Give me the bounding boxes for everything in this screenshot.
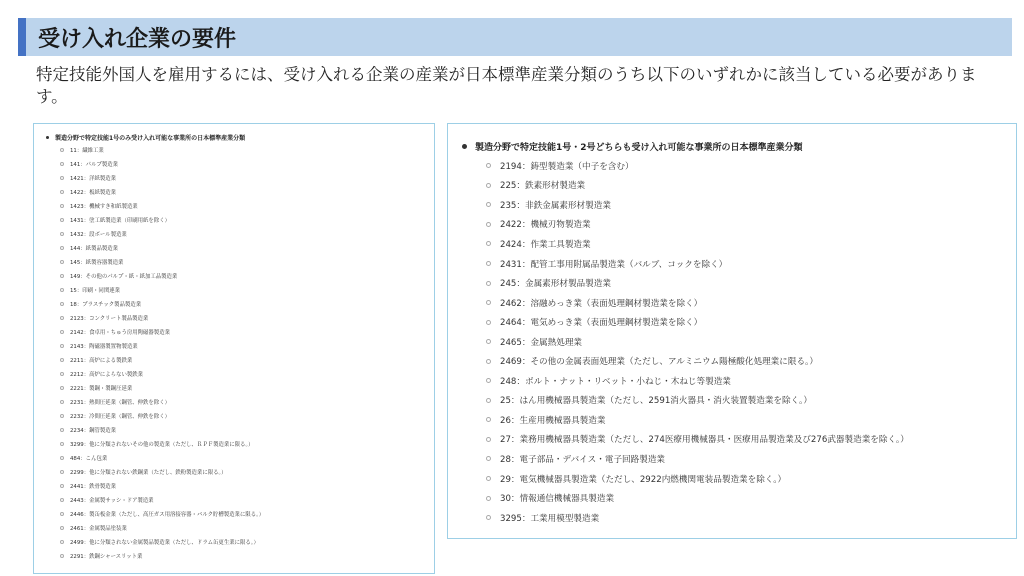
circle-bullet-icon (60, 330, 64, 334)
list-item-text: 484：こん包業 (70, 456, 108, 462)
circle-bullet-icon (486, 359, 491, 364)
panel-tokutei-1-and-2 (447, 123, 1017, 539)
list-item (60, 409, 434, 423)
circle-bullet-icon (486, 320, 491, 325)
circle-bullet-icon (60, 162, 64, 166)
list-item (60, 353, 434, 367)
bullet-icon (462, 144, 467, 149)
circle-bullet-icon (486, 417, 491, 422)
list-item (486, 273, 1016, 293)
circle-bullet-icon (60, 260, 64, 264)
list-item (486, 176, 1016, 196)
circle-bullet-icon (60, 414, 64, 418)
list-item (60, 549, 434, 563)
list-item (60, 297, 434, 311)
title-bar (18, 18, 1012, 56)
list-item-text: 2211：高炉による製鉄業 (70, 358, 133, 364)
list-item (60, 493, 434, 507)
circle-bullet-icon (60, 148, 64, 152)
list-item (60, 465, 434, 479)
list-item (486, 332, 1016, 352)
list-item (60, 339, 434, 353)
list-item-text: 2194：鋳型製造業（中子を含む） (500, 161, 634, 172)
circle-bullet-icon (60, 456, 64, 460)
list-item-text: 2499：他に分類されない金属製品製造業（ただし、ドラム缶更生業に限る。） (70, 540, 259, 546)
list-item-text: 2234：鋼管製造業 (70, 428, 117, 434)
list-item (60, 381, 434, 395)
list-item (60, 269, 434, 283)
circle-bullet-icon (486, 281, 491, 286)
circle-bullet-icon (60, 484, 64, 488)
list-item-text: 2446：製缶板金業（ただし、高圧ガス用溶接容器・バルク貯槽製造業に限る。） (70, 512, 265, 518)
list-item-text: 2461：金属製品塗装業 (70, 526, 127, 532)
circle-bullet-icon (486, 222, 491, 227)
list-item-text: 26：生産用機械器具製造業 (500, 415, 606, 426)
industry-list (60, 143, 434, 563)
list-item (486, 410, 1016, 430)
circle-bullet-icon (60, 470, 64, 474)
list-item-text: 30：情報通信機械器具製造業 (500, 494, 615, 505)
list-item-text: 3299：他に分類されないその他の製造業（ただし、ＲＰＦ製造業に限る。） (70, 442, 254, 448)
circle-bullet-icon (60, 288, 64, 292)
circle-bullet-icon (60, 512, 64, 516)
circle-bullet-icon (486, 378, 491, 383)
list-item-text: 144：紙製品製造業 (70, 246, 119, 252)
circle-bullet-icon (486, 241, 491, 246)
list-item (60, 367, 434, 381)
list-item (60, 143, 434, 157)
list-item (60, 241, 434, 255)
list-item-text: 2299：他に分類されない鉄鋼業（ただし、鉄粉製造業に限る。） (70, 470, 227, 476)
circle-bullet-icon (60, 218, 64, 222)
list-item-text: 18：プラスチック製品製造業 (70, 302, 142, 308)
list-item-text: 3295：工業用模型製造業 (500, 513, 600, 524)
circle-bullet-icon (486, 456, 491, 461)
list-item-text: 2142：食卓用・ちゅう房用陶磁器製造業 (70, 330, 170, 336)
circle-bullet-icon (60, 540, 64, 544)
list-item-text: 1422：板紙製造業 (70, 190, 117, 196)
circle-bullet-icon (486, 339, 491, 344)
list-item-text: 141：パルプ製造業 (70, 162, 119, 168)
list-item (486, 312, 1016, 332)
list-item-text: 2422：機械刃物製造業 (500, 220, 591, 231)
list-item (486, 293, 1016, 313)
list-item (486, 391, 1016, 411)
circle-bullet-icon (60, 176, 64, 180)
list-item (60, 437, 434, 451)
list-item (486, 351, 1016, 371)
list-item-text: 2464：電気めっき業（表面処理鋼材製造業を除く） (500, 318, 703, 329)
list-item (60, 283, 434, 297)
circle-bullet-icon (486, 476, 491, 481)
list-item (60, 311, 434, 325)
list-item (486, 234, 1016, 254)
list-item-text: 2212：高炉によらない製鉄業 (70, 372, 144, 378)
circle-bullet-icon (60, 372, 64, 376)
panel-heading-text: 製造分野で特定技能1号のみ受け入れ可能な事業所の日本標準産業分類 (55, 135, 246, 142)
circle-bullet-icon (60, 316, 64, 320)
list-item-text: 15：印刷・同関連業 (70, 288, 120, 294)
list-item (486, 254, 1016, 274)
list-item (486, 508, 1016, 528)
list-item-text: 235：非鉄金属素形材製造業 (500, 200, 611, 211)
circle-bullet-icon (60, 554, 64, 558)
list-item (60, 255, 434, 269)
list-item (60, 395, 434, 409)
page-title: 受け入れ企業の要件 (38, 26, 237, 52)
list-item (60, 521, 434, 535)
panel-heading (462, 139, 1016, 153)
list-item (60, 535, 434, 549)
list-item (60, 451, 434, 465)
circle-bullet-icon (60, 428, 64, 432)
circle-bullet-icon (60, 442, 64, 446)
list-item-text: 2143：陶磁器製置物製造業 (70, 344, 138, 350)
circle-bullet-icon (60, 274, 64, 278)
circle-bullet-icon (486, 437, 491, 442)
circle-bullet-icon (60, 190, 64, 194)
circle-bullet-icon (60, 358, 64, 362)
list-item-text: 2465：金属熱処理業 (500, 337, 583, 348)
intro-text: 特定技能外国人を雇用するには、受け入れる企業の産業が日本標準産業分類のうち以下のいずれかに該当している必要があります。 (36, 65, 977, 106)
list-item-text: 28：電子部品・デバイス・電子回路製造業 (500, 454, 666, 465)
list-item-text: 1423：機械すき和紙製造業 (70, 204, 138, 210)
list-item-text: 2441：鉄骨製造業 (70, 484, 117, 490)
list-item-text: 25：はん用機械器具製造業（ただし、2591消火器具・消火装置製造業を除く。） (500, 396, 812, 407)
list-item (60, 227, 434, 241)
circle-bullet-icon (60, 302, 64, 306)
list-item-text: 2221：製鋼・製鋼圧延業 (70, 386, 133, 392)
list-item (60, 507, 434, 521)
list-item-text: 1431：塗工紙製造業（印刷用紙を除く） (70, 218, 170, 224)
circle-bullet-icon (60, 204, 64, 208)
circle-bullet-icon (486, 261, 491, 266)
circle-bullet-icon (486, 163, 491, 168)
circle-bullet-icon (486, 300, 491, 305)
list-item (60, 157, 434, 171)
list-item-text: 2424：作業工具製造業 (500, 239, 591, 250)
circle-bullet-icon (486, 496, 491, 501)
list-item (486, 488, 1016, 508)
list-item-text: 1421：洋紙製造業 (70, 176, 117, 182)
list-item-text: 2431：配管工事用附属品製造業（バルブ、コックを除く） (500, 259, 728, 270)
list-item (486, 195, 1016, 215)
circle-bullet-icon (60, 400, 64, 404)
list-item (486, 371, 1016, 391)
list-item-text: 11：繊維工業 (70, 148, 104, 154)
list-item-text: 1432：段ボール製造業 (70, 232, 127, 238)
industry-list (486, 156, 1016, 527)
circle-bullet-icon (60, 498, 64, 502)
list-item (486, 449, 1016, 469)
list-item-text: 29：電気機械器具製造業（ただし、2922内燃機関電装品製造業を除く。） (500, 474, 787, 485)
panel-heading-text: 製造分野で特定技能1号・2号どちらも受け入れ可能な事業所の日本標準産業分類 (475, 142, 803, 153)
list-item (60, 171, 434, 185)
list-item-text: 2123：コンクリート製品製造業 (70, 316, 149, 322)
list-item-text: 2443：金属製サッシ・ドア製造業 (70, 498, 154, 504)
list-item-text: 27：業務用機械器具製造業（ただし、274医療用機械器具・医療用品製造業及び276武器製造業を除く。） (500, 435, 909, 446)
panel-tokutei-1-only (33, 123, 435, 574)
list-item-text: 225：鉄素形材製造業 (500, 181, 586, 192)
list-item-text: 245：金属素形材製品製造業 (500, 279, 611, 290)
list-item-text: 2291：鉄鋼シャースリット業 (70, 554, 143, 560)
list-item-text: 2232：冷間圧延業（鋼管、伸鉄を除く） (70, 414, 170, 420)
list-item (60, 213, 434, 227)
circle-bullet-icon (486, 398, 491, 403)
list-item-text: 2469：その他の金属表面処理業（ただし、アルミニウム陽極酸化処理業に限る。） (500, 357, 818, 368)
list-item (60, 325, 434, 339)
list-item-text: 248：ボルト・ナット・リベット・小ねじ・木ねじ等製造業 (500, 376, 731, 387)
circle-bullet-icon (60, 344, 64, 348)
list-item (60, 199, 434, 213)
circle-bullet-icon (486, 183, 491, 188)
circle-bullet-icon (60, 386, 64, 390)
bullet-icon (46, 136, 49, 139)
list-item (486, 430, 1016, 450)
list-item (486, 156, 1016, 176)
list-item (60, 423, 434, 437)
list-item-text: 149：その他のパルプ・紙・紙加工品製造業 (70, 274, 178, 280)
list-item (486, 215, 1016, 235)
circle-bullet-icon (60, 232, 64, 236)
list-item (486, 469, 1016, 489)
circle-bullet-icon (60, 246, 64, 250)
circle-bullet-icon (486, 202, 491, 207)
list-item-text: 145：紙製容器製造業 (70, 260, 124, 266)
circle-bullet-icon (60, 526, 64, 530)
list-item-text: 2231：熱間圧延業（鋼管、伸鉄を除く） (70, 400, 170, 406)
panel-heading (46, 133, 434, 142)
list-item (60, 479, 434, 493)
list-item-text: 2462：溶融めっき業（表面処理鋼材製造業を除く） (500, 298, 703, 309)
circle-bullet-icon (486, 515, 491, 520)
list-item (60, 185, 434, 199)
